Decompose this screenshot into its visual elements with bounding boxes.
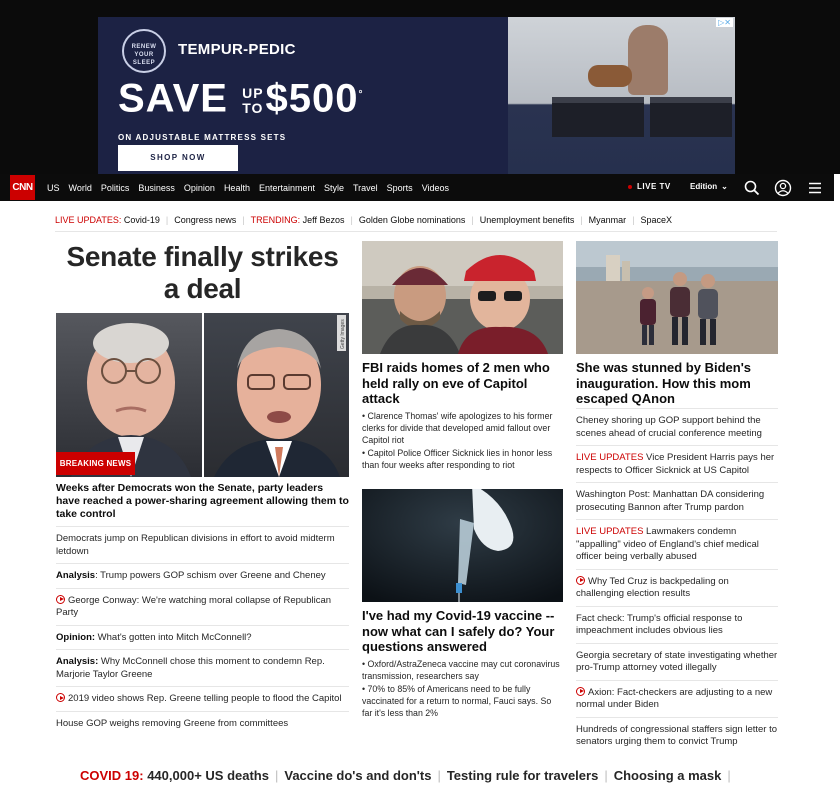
fbi-raid-photo[interactable] (362, 241, 563, 354)
bullet-link[interactable]: • Oxford/AstraZeneca vaccine may cut coronavirus transmission, researchers say (362, 659, 560, 681)
ad-badge-text: RENEW YOUR SLEEP (131, 44, 157, 66)
ad-up-to (242, 86, 263, 116)
trend-spacex[interactable]: SpaceX (640, 215, 673, 225)
nav-link-politics[interactable]: Politics (100, 182, 130, 193)
breaking-news-badge: BREAKING NEWS (56, 452, 135, 475)
trending-divider (55, 231, 777, 232)
list-item[interactable] (576, 519, 778, 569)
covid-label: COVID 19: (80, 768, 144, 783)
search-icon[interactable] (743, 179, 761, 197)
list-item[interactable] (576, 606, 778, 643)
list-item-text: Fact check: Trump's official response to impeachment includes obvious lies (576, 612, 743, 636)
list-item-text: Axion: Fact-checkers are adjusting to a new normal under Biden (576, 686, 773, 710)
nav-link-us[interactable]: US (47, 182, 60, 193)
account-icon[interactable] (774, 179, 792, 197)
list-item-text: 2019 video shows Rep. Greene telling people to flood the Capitol (68, 693, 342, 704)
play-video-icon (56, 595, 65, 604)
live-tv-label: LIVE TV (637, 182, 671, 191)
main-headline-line1: Senate finally strikes (66, 241, 339, 272)
ad-photo-person (628, 25, 668, 95)
list-item-text: Why McConnell chose this moment to condemn Rep. Marjorie Taylor Greene (56, 656, 325, 680)
nav-link-style[interactable]: Style (323, 182, 344, 193)
list-item[interactable] (576, 680, 778, 717)
covid-strip: COVID 19: 440,000+ US deaths | Vaccine do's and don'ts | Testing rule for travelers | Choosing a mask | (80, 768, 731, 783)
ad-to: TO (242, 99, 264, 116)
list-item[interactable] (56, 563, 349, 588)
vaccine-headline[interactable]: I've had my Covid-19 vaccine -- now what can I safely do? Your questions answered (362, 608, 555, 654)
ad-photo-bed-left (552, 97, 644, 137)
trend-myanmar[interactable]: Myanmar (588, 215, 627, 225)
live-updates-tag: LIVE UPDATES (576, 526, 644, 537)
list-item[interactable] (576, 569, 778, 606)
list-item[interactable] (576, 408, 778, 445)
list-item-text: Vice President Harris pays her respects to Officer Sicknick at US Capitol (576, 452, 775, 476)
cnn-logo[interactable]: CNN (10, 175, 35, 200)
nav-link-entertainment[interactable]: Entertainment (258, 182, 315, 193)
adchoices-icon[interactable]: ▷✕ (718, 18, 731, 27)
main-headline[interactable] (56, 241, 349, 305)
photo-credit: Getty Images (340, 319, 346, 349)
trending-label: TRENDING: (250, 215, 301, 225)
list-item-text: Democrats jump on Republican divisions in effort to avoid midterm letdown (56, 533, 335, 557)
list-item-prefix: Analysis: (56, 656, 99, 667)
list-item[interactable] (576, 482, 778, 519)
shop-now-button[interactable]: SHOP NOW (118, 145, 238, 171)
live-tv-link[interactable] (628, 182, 671, 191)
nav-link-sports[interactable]: Sports (386, 182, 413, 193)
ad-up: UP (242, 84, 264, 101)
play-video-icon (576, 687, 585, 696)
fbi-raid-bullets (362, 410, 563, 472)
fbi-raid-headline[interactable]: FBI raids homes of 2 men who held rally on eve of Capitol attack (362, 360, 550, 406)
nav-link-travel[interactable]: Travel (353, 182, 378, 193)
bullet-link[interactable]: • 70% to 85% of Americans need to be fully vaccinated for a return to normal, Fauci says. So far it's less than 2% (362, 684, 552, 718)
live-updates-label: LIVE UPDATES: (55, 215, 122, 225)
ad-photo-dog (588, 65, 632, 87)
play-video-icon (56, 693, 65, 702)
vaccine-dos-link[interactable]: Vaccine do's and don'ts (284, 768, 432, 783)
edition-selector[interactable] (690, 182, 728, 191)
nav-links (47, 174, 458, 201)
list-item[interactable] (56, 649, 349, 686)
nav-link-videos[interactable]: Videos (421, 182, 450, 193)
qanon-mom-headline[interactable]: She was stunned by Biden's inauguration. How this mom escaped QAnon (576, 360, 752, 406)
live-updates-tag: LIVE UPDATES (576, 452, 644, 463)
lead-story-link[interactable]: Weeks after Democrats won the Senate, party leaders have reached a power-sharing agreement allowing them to take control (56, 482, 349, 520)
list-item-text: Lawmakers condemn "appalling" video of England's chief medical officer being verbally abused (576, 526, 759, 562)
ad-subline: ON ADJUSTABLE MATTRESS SETS (118, 133, 287, 142)
renew-sleep-logo (122, 29, 166, 73)
list-item-text: Washington Post: Manhattan DA considering prosecuting Bannon after Trump pardon (576, 489, 765, 513)
list-item-text: Hundreds of congressional staffers sign letter to senators urging them to convict Trump (576, 723, 778, 747)
list-item[interactable] (576, 445, 778, 482)
live-dot-icon (628, 185, 632, 189)
trend-unemployment[interactable]: Unemployment benefits (479, 215, 575, 225)
ad-photo (508, 17, 735, 174)
covid-deaths-link[interactable]: 440,000+ US deaths (147, 768, 269, 783)
list-item-prefix: Opinion: (56, 631, 96, 643)
chevron-down-icon: ⌄ (721, 182, 728, 191)
choosing-mask-link[interactable]: Choosing a mask (613, 768, 722, 783)
vaccine-bullets (362, 658, 563, 720)
list-item[interactable] (576, 717, 778, 754)
right-headline-list (576, 408, 778, 754)
list-item-text: House GOP weighs removing Greene from committees (56, 717, 289, 729)
trend-bezos[interactable]: Jeff Bezos (302, 215, 345, 225)
left-headline-list (56, 526, 349, 735)
top-navigation (0, 174, 834, 201)
bullet-link[interactable]: • Clarence Thomas' wife apologizes to his former clerks for divide that developed amid fallout over Capitol riot (362, 411, 553, 445)
list-item-text: What's gotten into Mitch McConnell? (95, 631, 252, 643)
nav-link-business[interactable]: Business (138, 182, 175, 193)
main-headline-line2: a deal (163, 273, 242, 304)
bullet-link[interactable]: • Capitol Police Officer Sicknick lies in honor less than four weeks after responding to riot (362, 448, 553, 470)
list-item[interactable] (56, 588, 349, 625)
ad-amount: $500 (265, 76, 359, 121)
nav-link-health[interactable]: Health (223, 182, 250, 193)
nav-link-opinion[interactable]: Opinion (183, 182, 215, 193)
ad-headline: SAVE UP TO$500° (118, 76, 364, 121)
list-item[interactable] (56, 625, 349, 650)
ad-photo-bed-right (650, 97, 732, 137)
ad-save: SAVE (118, 76, 228, 121)
tempur-pedic-ad[interactable] (98, 17, 735, 174)
menu-icon[interactable] (806, 179, 824, 197)
list-item[interactable] (56, 711, 349, 736)
list-item-text: : Trump powers GOP schism over Greene and Cheney (95, 570, 326, 581)
nav-link-world[interactable]: World (68, 182, 92, 193)
testing-rule-link[interactable]: Testing rule for travelers (446, 768, 599, 783)
vaccine-photo[interactable] (362, 489, 563, 602)
list-item-prefix: Analysis (56, 570, 96, 581)
list-item-text: Cheney shoring up GOP support behind the scenes ahead of crucial conference meeting (576, 415, 762, 439)
trend-congress[interactable]: Congress news (174, 215, 237, 225)
trend-golden-globe[interactable]: Golden Globe nominations (358, 215, 466, 225)
list-item[interactable] (56, 686, 349, 711)
list-item-text: George Conway: We're watching moral collapse of Republican Party (56, 594, 332, 618)
play-video-icon (576, 576, 585, 585)
list-item-text: Georgia secretary of state investigating whether pro-Trump attorney voted illegally (576, 649, 778, 673)
schumer-photo (204, 313, 349, 477)
edition-label: Edition (690, 182, 718, 191)
qanon-mom-photo[interactable] (576, 241, 778, 354)
ad-brand: TEMPUR-PEDIC (178, 41, 296, 58)
trend-covid[interactable]: Covid-19 (123, 215, 160, 225)
list-item[interactable] (56, 526, 349, 563)
list-item-text: Why Ted Cruz is backpedaling on challenging election results (576, 575, 729, 599)
trending-bar: LIVE UPDATES: Covid-19 | Congress news | TRENDING: Jeff Bezos | Golden Globe nominations | Unemployment benefits | Myanmar | SpaceX (55, 215, 673, 225)
list-item[interactable] (576, 643, 778, 680)
